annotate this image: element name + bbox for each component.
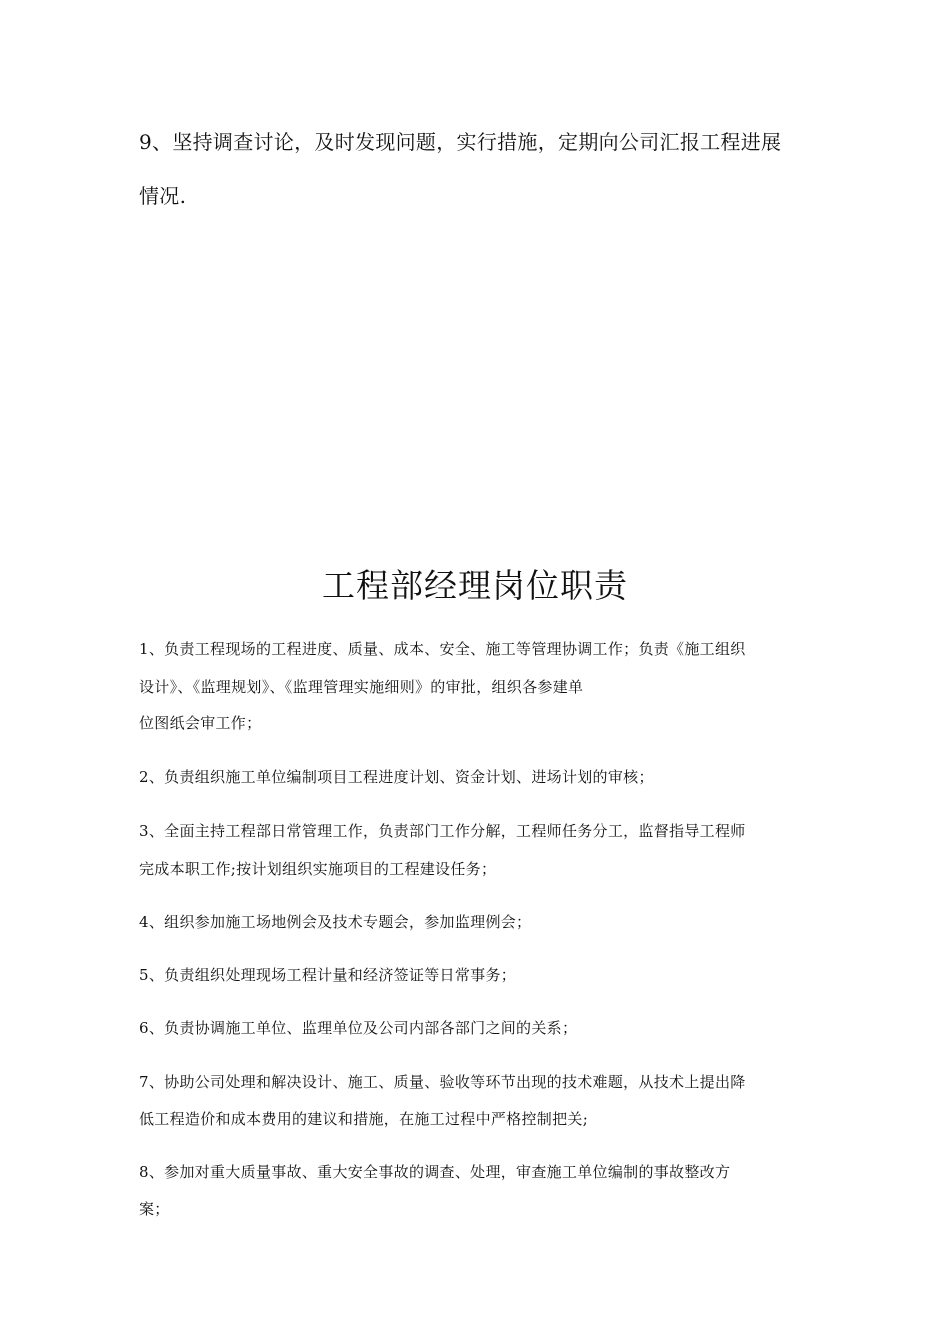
duty-item-line: 设计》、《监理规划》、《监理管理实施细则》的审批，组织各参建单 bbox=[139, 678, 584, 696]
item-9-line-1: 9、坚持调查讨论，及时发现问题，实行措施，定期向公司汇报工程进展 bbox=[139, 130, 782, 154]
duty-item-line: 位图纸会审工作； bbox=[139, 714, 262, 732]
duty-item-line: 低工程造价和成本费用的建议和措施，在施工过程中严格控制把关; bbox=[139, 1110, 589, 1128]
item-9-line-2: 情况. bbox=[139, 184, 187, 208]
duty-item-line: 5、负责组织处理现场工程计量和经济签证等日常事务； bbox=[139, 966, 517, 984]
section-title: 工程部经理岗位职责 bbox=[322, 566, 628, 605]
duty-item-line: 1、负责工程现场的工程进度、质量、成本、安全、施工等管理协调工作；负责《施工组织 bbox=[139, 640, 746, 658]
duty-item-line: 2、负责组织施工单位编制项目工程进度计划、资金计划、进场计划的审核； bbox=[139, 768, 654, 786]
duty-item-line: 8、参加对重大质量事故、重大安全事故的调查、处理，审查施工单位编制的事故整改方 bbox=[139, 1163, 731, 1181]
duty-item-line: 完成本职工作;按计划组织实施项目的工程建设任务； bbox=[139, 860, 497, 878]
duty-item-line: 6、负责协调施工单位、监理单位及公司内部各部门之间的关系； bbox=[139, 1019, 578, 1037]
duty-item-line: 案； bbox=[139, 1200, 170, 1218]
duty-item-line: 4、组织参加施工场地例会及技术专题会，参加监理例会； bbox=[139, 913, 532, 931]
duty-item-line: 7、协助公司处理和解决设计、施工、质量、验收等环节出现的技术难题，从技术上提出降 bbox=[139, 1073, 746, 1091]
duty-item-line: 3、全面主持工程部日常管理工作，负责部门工作分解，工程师任务分工，监督指导工程师 bbox=[139, 822, 746, 840]
